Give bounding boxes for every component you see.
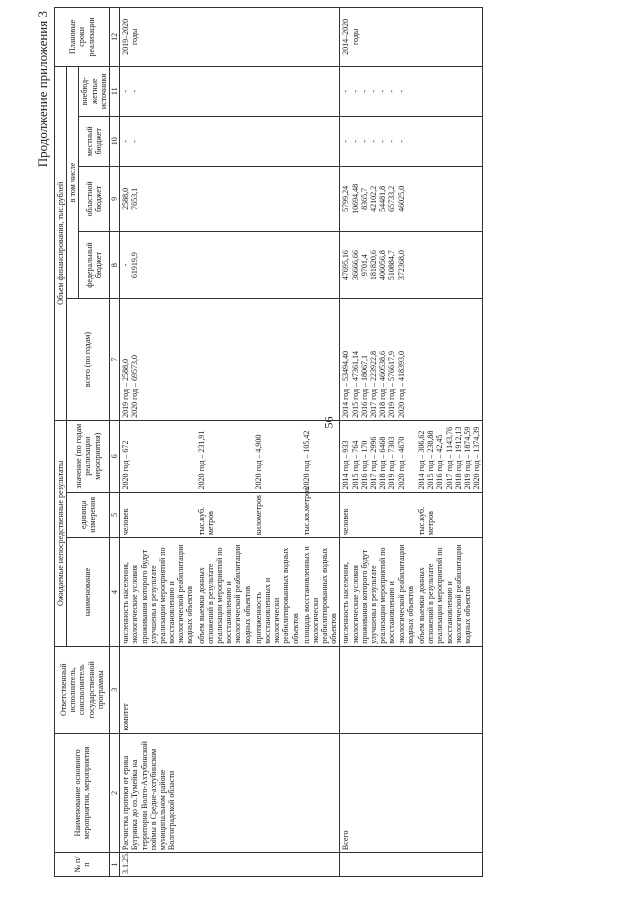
column-number: 11 [109, 66, 119, 116]
federal-value: 181820,6 [369, 250, 378, 281]
result-unit: километров [253, 492, 301, 538]
header-local: местный бюджет [79, 116, 110, 166]
page-number: 56 [321, 416, 336, 429]
column-number: 6 [109, 420, 119, 492]
row-num [340, 853, 483, 877]
regional-cell [120, 166, 340, 231]
total-value: 2017 год – 223922,8 [369, 350, 378, 418]
regional-value: 54481,8 [378, 185, 388, 212]
result-name: численность населения, экологические условия проживания которого будут улучшены в результате реализации мероприятий по восстановлению и экологической реабилитации водных объектов [340, 538, 416, 647]
result-unit: тыс.кв.метров [301, 492, 340, 538]
result-name: площадь восстановленных и экологически реабилитированных водных объектов [301, 538, 340, 647]
program-table [54, 7, 483, 877]
total-value: 2019 год – 576617,9 [387, 350, 397, 418]
row-responsible [340, 646, 483, 733]
result-value: 2017 год – 1143,76 [444, 426, 454, 490]
column-number: 12 [109, 8, 119, 67]
result-name: объем выемки донных отложений в результате реализации мероприятий по восстановлению и экологической реабилитации водных объектов [196, 538, 253, 647]
header-including: в том числе [67, 66, 79, 298]
regional-value: 8365,7 [359, 187, 369, 210]
federal-cell [120, 231, 340, 298]
header-num: № п/п [55, 853, 110, 877]
federal-cell [340, 231, 483, 298]
total-value: 2019 год – 2588,0 [121, 358, 131, 418]
column-number: 8 [109, 231, 119, 298]
result-value: 2020 год – 4670 [396, 436, 406, 490]
terms-cell: 2019–2020 годы [120, 8, 340, 67]
row-name: Расчистка протоки от ерика Бугрянка до оз.Тумейка на территории Волго-Ахтубинской поймы в Средне-ахтубинском муниципальном районе Волгоградской области [120, 733, 340, 852]
total-value: 2014 год – 53494,40 [341, 350, 351, 418]
header-result-unit: единица измерения [67, 492, 110, 538]
federal-value: 47695,16 [341, 250, 351, 281]
local-cell [120, 116, 340, 166]
result-name: протяженность восстановленных и экологически реабилитированных водных объектов [253, 538, 301, 647]
federal-value: 36666,66 [350, 250, 360, 281]
result-value: 2017 год – 2996 [369, 436, 378, 490]
result-value: 2020 год – 105,42 [301, 420, 340, 492]
header-regional: областной бюджет [79, 166, 110, 231]
federal-value: 372368,0 [396, 250, 406, 281]
result-value: 2016 год – 170 [359, 440, 369, 490]
header-name: Наименование основного мероприятия, мероприятия [55, 733, 110, 852]
header-expected-results: Ожидаемые непосредственные результаты [55, 420, 67, 646]
result-unit: тыс.куб. метров [196, 492, 253, 538]
rotated-page-content [32, 7, 640, 877]
nonbudget-cell [120, 66, 340, 116]
column-number: 10 [109, 116, 119, 166]
result-name: численность населения, экологические условия проживания которого будут улучшены в результате реализации мероприятий по восстановлению и экологической реабилитации водных объектов [120, 538, 196, 647]
column-number: 4 [109, 538, 119, 647]
nonbudget-value: - [369, 89, 378, 93]
nonbudget-value: - [396, 89, 406, 93]
total-value: 2015 год – 47361,14 [350, 350, 360, 418]
row-num: 3.1.25. [120, 853, 340, 877]
federal-value: 9701,4 [359, 254, 369, 277]
local-value: - [387, 139, 397, 143]
regional-value: 65733,2 [387, 185, 397, 212]
header-total: всего (по годам) [67, 299, 110, 421]
local-value: - [359, 139, 369, 143]
local-value: - [369, 139, 378, 143]
result-value: 2015 год – 238,88 [426, 430, 436, 490]
result-value: 2014 год – 306,62 [416, 430, 426, 490]
header-federal: федеральный бюджет [79, 231, 110, 298]
column-number: 2 [109, 733, 119, 852]
nonbudget-value: - [341, 89, 351, 93]
result-values [340, 420, 416, 492]
nonbudget-value: - [350, 89, 360, 93]
table-row-total [340, 8, 416, 877]
result-value: 2020 год – 672 [120, 420, 196, 492]
nonbudget-value: - [130, 89, 140, 93]
result-value: 2016 год – 42,45 [435, 434, 445, 490]
regional-value: 7653,1 [130, 187, 140, 210]
regional-value: 10694,48 [350, 183, 360, 214]
total-value: 2018 год – 460538,6 [378, 350, 388, 418]
local-value: - [130, 139, 140, 143]
table-row [120, 8, 196, 877]
header-result-value: значение (по годам реализации мероприятия) [67, 420, 110, 492]
column-numbers-row [109, 8, 119, 877]
total-value: 2020 год – 69573,0 [130, 354, 140, 418]
local-value: - [396, 139, 406, 143]
federal-value: 510884,7 [387, 250, 397, 281]
column-number: 9 [109, 166, 119, 231]
federal-value: 406056,8 [378, 250, 388, 281]
result-value: 2019 год – 7303 [387, 436, 397, 490]
regional-cell [340, 166, 483, 231]
column-number: 1 [109, 853, 119, 877]
result-unit: человек [120, 492, 196, 538]
nonbudget-value: - [121, 89, 131, 93]
result-value: 2019 год – 1874,59 [462, 426, 472, 490]
result-value: 2014 год – 933 [341, 440, 351, 490]
header-terms: Плановые сроки реализации [55, 8, 110, 67]
row-responsible: комитет [120, 646, 340, 733]
result-unit: человек [340, 492, 416, 538]
column-number: 7 [109, 299, 119, 421]
result-value: 2020 год – 4,900 [253, 420, 301, 492]
nonbudget-cell [340, 66, 483, 116]
federal-value: 61919,9 [130, 252, 140, 279]
nonbudget-value: - [378, 89, 388, 93]
header-responsible: Ответственный исполнитель, соисполнитель государственной программы [55, 646, 110, 733]
local-value: - [341, 139, 351, 143]
local-value: - [378, 139, 388, 143]
continuation-label: Продолжение приложения 3 [35, 11, 50, 168]
terms-cell: 2014–2020 годы [340, 8, 483, 67]
total-value: 2016 год – 18067,1 [359, 354, 369, 418]
column-number: 3 [109, 646, 119, 733]
result-values [416, 420, 483, 492]
total-cell [120, 299, 340, 421]
regional-value: 46025,0 [396, 185, 406, 212]
header-nonbudget: внебюд- жетные источники [79, 66, 110, 116]
result-value: 2015 год – 764 [350, 440, 360, 490]
header-result-name: наименование [67, 538, 110, 647]
local-value: - [121, 139, 131, 143]
result-name: объем выемки донных отложений в результате реализации мероприятий по восстановлению и экологической реабилитации водных объектов [416, 538, 483, 647]
total-cell [340, 299, 483, 421]
nonbudget-value: - [359, 89, 369, 93]
result-value: 2018 год – 6468 [378, 436, 388, 490]
regional-value: 5799,24 [341, 185, 351, 212]
row-name: Всего [340, 733, 483, 852]
result-value: 2020 год – 231,91 [196, 420, 253, 492]
result-value: 2020 год – 1374,39 [472, 426, 482, 490]
federal-value: - [121, 263, 131, 267]
result-unit: тыс.куб. метров [416, 492, 483, 538]
nonbudget-value: - [387, 89, 397, 93]
regional-value: 2588,0 [121, 187, 131, 210]
total-value: 2020 год – 418393,0 [396, 350, 406, 418]
column-number: 5 [109, 492, 119, 538]
result-value: 2018 год – 1912,13 [453, 426, 463, 490]
local-value: - [350, 139, 360, 143]
local-cell [340, 116, 483, 166]
regional-value: 42102,2 [369, 185, 378, 212]
header-finance: Объем финансирования, тыс.рублей [55, 66, 67, 420]
